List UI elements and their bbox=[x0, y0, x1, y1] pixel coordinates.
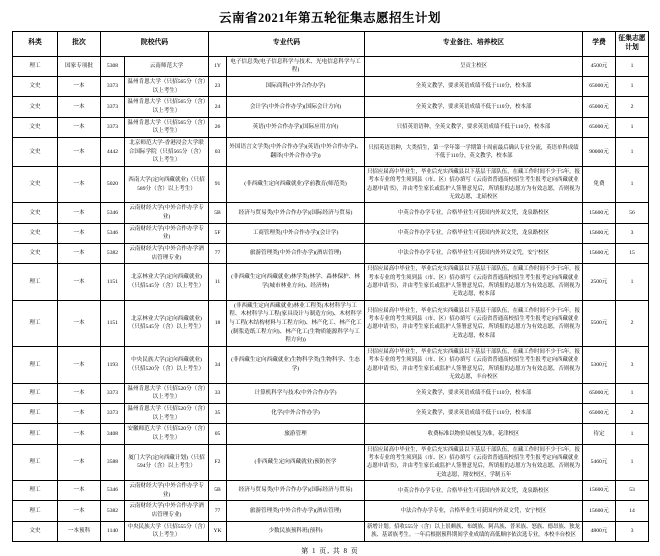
table-row bbox=[13, 117, 649, 137]
cell-college-name: 云南财经大学(中外合作办学专业) bbox=[125, 481, 209, 501]
cell-fee: 待定 bbox=[583, 424, 616, 444]
cell-fee: 65000元 bbox=[583, 117, 616, 137]
cell-batch: 一本 bbox=[58, 300, 101, 346]
cell-plan-count: 53 bbox=[616, 481, 649, 501]
table-row bbox=[13, 424, 649, 444]
cell-fee: 5460元 bbox=[583, 444, 616, 481]
cell-major-name: 经济与贸易类(中外合作办学)(国际经济与贸易) bbox=[227, 203, 365, 223]
cell-major-code: 24 bbox=[209, 97, 227, 117]
header-fee: 学费 bbox=[583, 32, 616, 57]
cell-fee: 2500元 bbox=[583, 264, 616, 301]
cell-college-name: 安徽师范大学（只招520分（含）以上考生） bbox=[125, 424, 209, 444]
cell-remark: 呈贡主校区 bbox=[365, 56, 583, 76]
cell-fee: 65000元 bbox=[583, 97, 616, 117]
cell-major-code: 5F bbox=[209, 223, 227, 243]
cell-category: 理工 bbox=[13, 300, 58, 346]
table-row bbox=[13, 481, 649, 501]
cell-batch: 国家专项批 bbox=[58, 56, 101, 76]
cell-remark: 中英合作办学专业，合格毕业生可获国内外双文凭，龙泉路校区 bbox=[365, 481, 583, 501]
cell-fee: 5300元 bbox=[583, 347, 616, 384]
enrollment-plan-table bbox=[12, 31, 649, 542]
cell-fee: 65000元 bbox=[583, 403, 616, 423]
cell-batch: 一本 bbox=[58, 117, 101, 137]
cell-college-code: 3373 bbox=[101, 76, 125, 96]
cell-fee: 15600元 bbox=[583, 203, 616, 223]
cell-remark: 全英文教学，要求英语成绩不低于110分，校本部 bbox=[365, 383, 583, 403]
cell-plan-count: 1 bbox=[616, 76, 649, 96]
cell-batch: 一本 bbox=[58, 424, 101, 444]
cell-batch: 一本 bbox=[58, 347, 101, 384]
cell-plan-count: 2 bbox=[616, 97, 649, 117]
cell-college-name: 中央民族大学（只招555分（含）以上考生） bbox=[125, 521, 209, 541]
cell-major-code: 23 bbox=[209, 76, 227, 96]
header-plan: 征集志愿计划 bbox=[616, 32, 649, 57]
cell-major-name: 工商管理类(中外合作办学)(会计学) bbox=[227, 223, 365, 243]
cell-batch: 一本 bbox=[58, 244, 101, 264]
cell-fee: 15600元 bbox=[583, 223, 616, 243]
cell-major-name: 计算机科学与技术(中外合作办学) bbox=[227, 383, 365, 403]
cell-category: 理工 bbox=[13, 424, 58, 444]
cell-college-code: 1140 bbox=[101, 521, 125, 541]
page-number: 第 1 页, 共 8 页 bbox=[301, 546, 359, 555]
cell-category: 文史 bbox=[13, 166, 58, 203]
cell-remark: 只招应届高中毕业生，毕业后充实西藏县以下基层干部队伍，在藏工作时间不少于5年。报考本专业的考生须到县（市、区）招办填写《云南省普通高校招生考生报考定向西藏就业志愿申请书》，并由考生家长或监护人签署意见后，所填报的志愿方为有效志愿，否则视为无效志愿，翔安校区，学制五年 bbox=[365, 444, 583, 481]
cell-college-name: 中央民族大学(定向西藏就业)（只招520分（含）以上考生） bbox=[125, 347, 209, 384]
cell-batch: 一本 bbox=[58, 264, 101, 301]
table-row bbox=[13, 97, 649, 117]
cell-college-name: 北京师范大学-香港浸会大学联合国际学院（只招565分（含）以上考生） bbox=[125, 137, 209, 166]
cell-major-name: (非西藏生定向西藏就业)林学类(林学、森林保护、林学(城市林业方向)、经济林) bbox=[227, 264, 365, 301]
cell-major-code: 34 bbox=[209, 347, 227, 384]
cell-batch: 一本 bbox=[58, 166, 101, 203]
cell-college-name: 北京林业大学(定向西藏就业)（只招545分（含）以上考生） bbox=[125, 300, 209, 346]
cell-major-code: YK bbox=[209, 521, 227, 541]
cell-batch: 一本 bbox=[58, 383, 101, 403]
cell-major-code: F2 bbox=[209, 444, 227, 481]
cell-batch: 一本预科 bbox=[58, 521, 101, 541]
header-remark: 专业备注、培养校区 bbox=[365, 32, 583, 57]
cell-college-code: 5346 bbox=[101, 203, 125, 223]
cell-category: 文史 bbox=[13, 203, 58, 223]
cell-major-name: 电子信息类(电子信息科学与技术、光电信息科学与工程) bbox=[227, 56, 365, 76]
cell-fee: 4800元 bbox=[583, 521, 616, 541]
cell-major-code: 35 bbox=[209, 403, 227, 423]
header-category: 科类 bbox=[13, 32, 58, 57]
cell-remark: 只招应届高中毕业生，毕业后充实西藏县以下基层干部队伍，在藏工作时间不少于5年。报考本专业的考生须到县（市、区）招办填写《云南省普通高校招生考生报考定向西藏就业志愿申请书》，并由考生家长或监护人签署意见后，所填报的志愿方为有效志愿，否则视为无效志愿，北碚校区 bbox=[365, 166, 583, 203]
cell-major-name: 旅游管理类(中外合作办学)(酒店管理) bbox=[227, 244, 365, 264]
cell-remark: 中法合作办学专业，合格毕业生可获国内外外双文凭，安宁校区 bbox=[365, 244, 583, 264]
cell-plan-count: 15 bbox=[616, 244, 649, 264]
cell-batch: 一本 bbox=[58, 501, 101, 521]
cell-college-name: 温州肯恩大学（只招565分（含）以上考生） bbox=[125, 76, 209, 96]
cell-remark: 中英合作办学专业，合格毕业生可获国内外双文凭，龙泉路校区 bbox=[365, 203, 583, 223]
cell-fee: 15600元 bbox=[583, 244, 616, 264]
cell-college-code: 3373 bbox=[101, 403, 125, 423]
cell-remark: 只招应届高中毕业生，毕业后充实西藏县以下基层干部队伍，在藏工作时间不少于5年。报考本专业的考生须到县（市、区）招办填写《云南省普通高校招生考生报考定向西藏就业志愿申请书》，并由考生家长或监护人签署意见后，所填报的志愿方为有效志愿，否则视为无效志愿，校本部 bbox=[365, 264, 583, 301]
cell-major-name: 英语(中外合作办学)(国际应用方向) bbox=[227, 117, 365, 137]
cell-remark: 中英合作办学专业，合格毕业生可获国内外双文凭，龙泉路校区 bbox=[365, 223, 583, 243]
table-row bbox=[13, 501, 649, 521]
cell-category: 理工 bbox=[13, 383, 58, 403]
cell-major-name: 少数民族预科班(预科) bbox=[227, 521, 365, 541]
table-row bbox=[13, 223, 649, 243]
cell-college-name: 云南师范大学 bbox=[125, 56, 209, 76]
cell-college-code: 5382 bbox=[101, 501, 125, 521]
table-row bbox=[13, 444, 649, 481]
cell-major-name: 旅游管理类(中外合作办学)(酒店管理) bbox=[227, 501, 365, 521]
table-row bbox=[13, 347, 649, 384]
cell-plan-count: 1 bbox=[616, 56, 649, 76]
cell-college-name: 云南财经大学(中外合作办学酒店管理专业) bbox=[125, 244, 209, 264]
cell-college-code: 5346 bbox=[101, 481, 125, 501]
cell-plan-count: 56 bbox=[616, 203, 649, 223]
cell-college-code: 4442 bbox=[101, 137, 125, 166]
cell-college-name: 温州肯恩大学（只招520分（含）以上考生） bbox=[125, 403, 209, 423]
cell-category: 理工 bbox=[13, 264, 58, 301]
cell-remark: 中法合作办学专业，合格毕业生可获国内外双文凭，安宁校区 bbox=[365, 501, 583, 521]
table-row bbox=[13, 403, 649, 423]
cell-major-name: (非西藏生定向西藏就业)生物科学类(生物科学、生态学) bbox=[227, 347, 365, 384]
table-row bbox=[13, 137, 649, 166]
cell-plan-count: 3 bbox=[616, 521, 649, 541]
cell-major-name: 会计学(中外合作办学)(国际会计方向) bbox=[227, 97, 365, 117]
cell-college-code: 5346 bbox=[101, 223, 125, 243]
cell-remark: 全英文教学，要求英语成绩不低于110分，校本部 bbox=[365, 97, 583, 117]
table-row bbox=[13, 76, 649, 96]
cell-fee: 5500元 bbox=[583, 300, 616, 346]
cell-college-code: 3373 bbox=[101, 97, 125, 117]
table-row bbox=[13, 244, 649, 264]
cell-category: 文史 bbox=[13, 97, 58, 117]
cell-college-name: 云南财经大学(中外合作办学酒店管理专业) bbox=[125, 501, 209, 521]
cell-plan-count: 1 bbox=[616, 383, 649, 403]
cell-plan-count: 1 bbox=[616, 444, 649, 481]
cell-college-name: 温州肯恩大学（只招565分（含）以上考生） bbox=[125, 117, 209, 137]
cell-college-code: 5308 bbox=[101, 56, 125, 76]
cell-major-name: 外国语言文学类(中外合作办学)(英语(中外合作办学)、翻译(中外合作办学)) bbox=[227, 137, 365, 166]
cell-remark: 只招英语语种，全英文教学，要求英语成绩不低于110分，校本部 bbox=[365, 117, 583, 137]
cell-college-code: 1151 bbox=[101, 264, 125, 301]
cell-category: 理工 bbox=[13, 347, 58, 384]
cell-college-name: 北京林业大学(定向西藏就业)（只招545分（含）以上考生） bbox=[125, 264, 209, 301]
cell-plan-count: 1 bbox=[616, 137, 649, 166]
cell-major-code: 91 bbox=[209, 166, 227, 203]
cell-category: 文史 bbox=[13, 137, 58, 166]
cell-major-code: 1Y bbox=[209, 56, 227, 76]
cell-fee: 65000元 bbox=[583, 76, 616, 96]
page-title: 云南省2021年第五轮征集志愿招生计划 bbox=[218, 11, 441, 25]
table-body bbox=[13, 56, 649, 541]
header-college-code: 院校代码 bbox=[101, 32, 209, 57]
cell-college-code: 1151 bbox=[101, 300, 125, 346]
cell-fee: 65000元 bbox=[583, 383, 616, 403]
cell-plan-count: 1 bbox=[616, 166, 649, 203]
cell-college-name: 厦门大学(定向西藏计划)（只招594分（含）以上考生） bbox=[125, 444, 209, 481]
cell-remark: 只招应届高中毕业生，毕业后充实西藏县以下基层干部队伍，在藏工作时间不少于5年。报考本专业的考生须到县（市、区）招办填写《云南省普通高校招生考生报考定向西藏就业志愿申请书》，并由考生家长或监护人签署意见后，所填报的志愿方为有效志愿，否则视为无效志愿，丰台校区 bbox=[365, 347, 583, 384]
cell-college-code: 1193 bbox=[101, 347, 125, 384]
table-row bbox=[13, 300, 649, 346]
cell-category: 理工 bbox=[13, 444, 58, 481]
header-major-code: 专业代码 bbox=[209, 32, 365, 57]
table-row bbox=[13, 383, 649, 403]
cell-plan-count: 1 bbox=[616, 264, 649, 301]
cell-category: 理工 bbox=[13, 481, 58, 501]
cell-major-code: 11 bbox=[209, 264, 227, 301]
cell-college-code: 3373 bbox=[101, 117, 125, 137]
table-row bbox=[13, 521, 649, 541]
cell-fee: 15600元 bbox=[583, 481, 616, 501]
cell-remark: 只招应届高中毕业生，毕业后充实西藏县以下基层干部队伍，在藏工作时间不少于5年。报考本专业的考生须到县（市、区）招办填写《云南省普通高校招生考生报考定向西藏就业志愿申请书》，并由考生家长或监护人签署意见后，所填报的志愿方为有效志愿，否则视为无效志愿，校本部 bbox=[365, 300, 583, 346]
cell-remark: 只招英语语种，大类招生，第一学年第一学期第十周前最后确认专业分流，英语单科成绩不低于110分，英文教学，校本部 bbox=[365, 137, 583, 166]
cell-college-name: 温州肯恩大学（只招565分（含）以上考生） bbox=[125, 97, 209, 117]
cell-major-code: 05 bbox=[209, 424, 227, 444]
cell-batch: 一本 bbox=[58, 444, 101, 481]
cell-major-code: 77 bbox=[209, 244, 227, 264]
cell-plan-count: 2 bbox=[616, 403, 649, 423]
cell-batch: 一本 bbox=[58, 203, 101, 223]
cell-batch: 一本 bbox=[58, 481, 101, 501]
cell-college-code: 5020 bbox=[101, 166, 125, 203]
cell-plan-count: 1 bbox=[616, 424, 649, 444]
cell-major-name: 国际商科(中外合作办学) bbox=[227, 76, 365, 96]
cell-major-code: 03 bbox=[209, 137, 227, 166]
cell-category: 理工 bbox=[13, 501, 58, 521]
cell-college-code: 3588 bbox=[101, 444, 125, 481]
cell-major-name: 旅游管理 bbox=[227, 424, 365, 444]
cell-major-name: 经济与贸易类(中外合作办学)(国际经济与贸易) bbox=[227, 481, 365, 501]
cell-plan-count: 3 bbox=[616, 347, 649, 384]
cell-major-name: (非西藏生定向西藏就业)预防医学 bbox=[227, 444, 365, 481]
cell-category: 理工 bbox=[13, 56, 58, 76]
cell-batch: 一本 bbox=[58, 76, 101, 96]
cell-batch: 一本 bbox=[58, 223, 101, 243]
cell-major-name: (非西藏生定向西藏就业)学前教育(师范类) bbox=[227, 166, 365, 203]
cell-major-code: 5B bbox=[209, 481, 227, 501]
cell-remark: 全英文教学，要求英语成绩不低于110分，校本部 bbox=[365, 403, 583, 423]
cell-fee: 4500元 bbox=[583, 56, 616, 76]
cell-batch: 一本 bbox=[58, 137, 101, 166]
header-batch: 批次 bbox=[58, 32, 101, 57]
cell-college-code: 3408 bbox=[101, 424, 125, 444]
cell-batch: 一本 bbox=[58, 97, 101, 117]
cell-category: 文史 bbox=[13, 223, 58, 243]
cell-major-name: 化学(中外合作办学) bbox=[227, 403, 365, 423]
cell-category: 文史 bbox=[13, 244, 58, 264]
cell-remark: 收费标准以物价局核复为准，花津校区 bbox=[365, 424, 583, 444]
cell-major-code: 5B bbox=[209, 203, 227, 223]
cell-plan-count: 14 bbox=[616, 501, 649, 521]
cell-fee: 90000元 bbox=[583, 137, 616, 166]
cell-remark: 全英文教学，要求英语成绩不低于110分，校本部 bbox=[365, 76, 583, 96]
cell-major-code: 26 bbox=[209, 117, 227, 137]
cell-fee: 15600元 bbox=[583, 501, 616, 521]
cell-category: 文史 bbox=[13, 76, 58, 96]
cell-college-name: 温州肯恩大学（只招520分（含）以上考生） bbox=[125, 383, 209, 403]
cell-plan-count: 2 bbox=[616, 300, 649, 346]
cell-remark: 新增计划。招收555分（含）以上景颇族、布朗族、阿昌族、普米族、怒族、德昂族、独龙族、基诺族考生。一年后根据预科期间学业成绩的高低顺序依次选专业，本校丰台校区 bbox=[365, 521, 583, 541]
cell-college-name: 云南财经大学(中外合作办学专业) bbox=[125, 203, 209, 223]
cell-category: 理工 bbox=[13, 403, 58, 423]
cell-category: 文史 bbox=[13, 117, 58, 137]
cell-plan-count: 1 bbox=[616, 117, 649, 137]
cell-college-name: 云南财经大学(中外合作办学专业) bbox=[125, 223, 209, 243]
table-row bbox=[13, 56, 649, 76]
cell-college-code: 5382 bbox=[101, 244, 125, 264]
cell-major-name: (非西藏生定向西藏就业)林业工程类(木材科学与工程、木材科学与工程(家具设计与制造方向)、木材科学与工程(木结构材料与工程方向)、林产化工、林产化工(制浆造纸工程方向)、林产化工(生物质能源科学与工程方向)) bbox=[227, 300, 365, 346]
header-row bbox=[13, 32, 649, 57]
cell-batch: 一本 bbox=[58, 403, 101, 423]
cell-major-code: 33 bbox=[209, 383, 227, 403]
table-row bbox=[13, 166, 649, 203]
cell-college-name: 西南大学(定向西藏就业)（只招589分（含）以上考生） bbox=[125, 166, 209, 203]
cell-major-code: 18 bbox=[209, 300, 227, 346]
cell-college-code: 3373 bbox=[101, 383, 125, 403]
table-row bbox=[13, 264, 649, 301]
table-header bbox=[13, 32, 649, 57]
cell-category: 文史 bbox=[13, 521, 58, 541]
cell-fee: 免费 bbox=[583, 166, 616, 203]
table-row bbox=[13, 203, 649, 223]
cell-major-code: 77 bbox=[209, 501, 227, 521]
cell-plan-count: 3 bbox=[616, 223, 649, 243]
